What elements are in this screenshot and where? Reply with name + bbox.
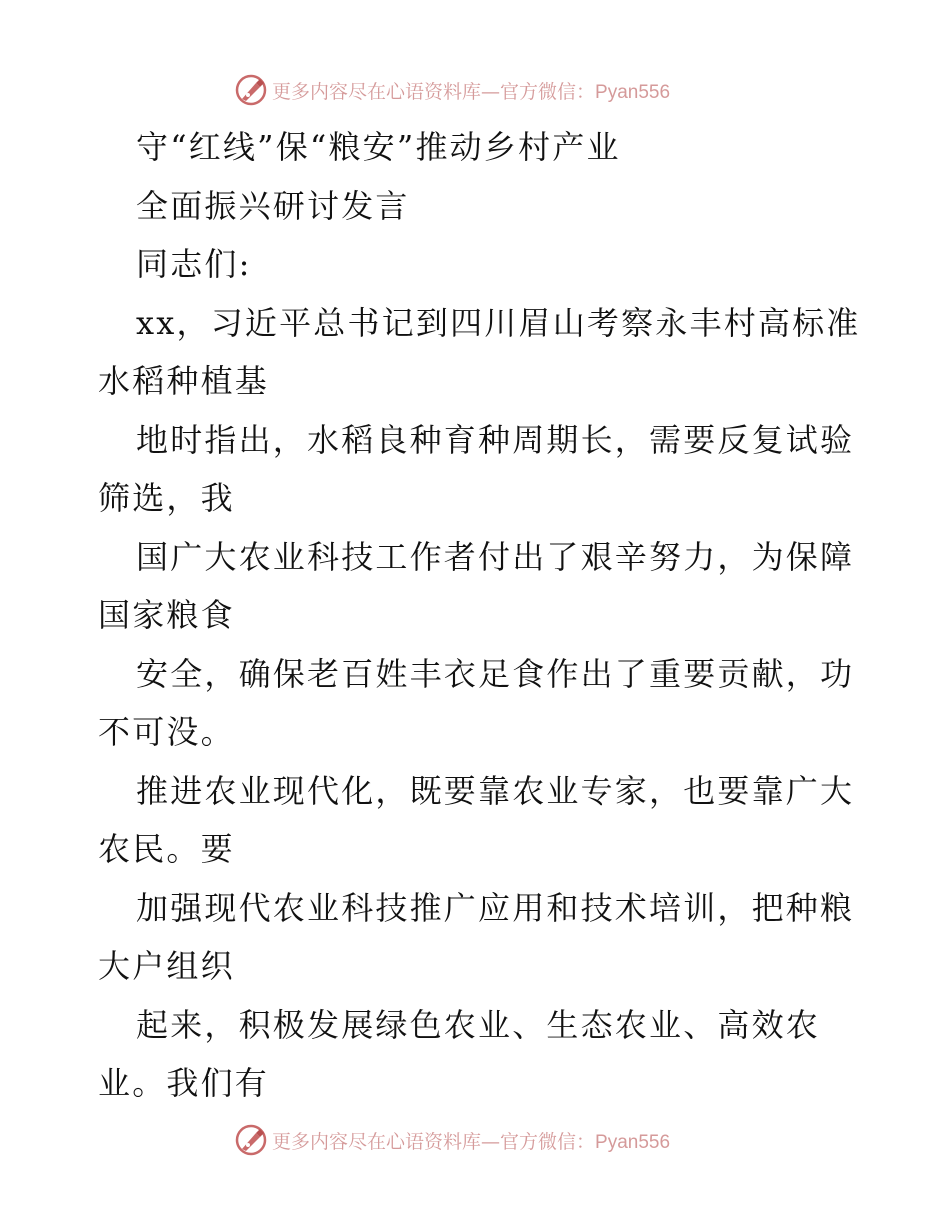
header-watermark <box>234 72 754 108</box>
pen-nib-seal-icon <box>234 1123 268 1157</box>
paragraph-line: 推进农业现代化，既要靠农业专家，也要靠广大 <box>136 771 855 810</box>
watermark-separator: — <box>481 1130 501 1153</box>
watermark-brand: 更多内容尽在心语资料库 <box>272 1130 482 1153</box>
pen-nib-seal-icon <box>234 73 268 107</box>
watermark-contact: 官方微信：Pyan556 <box>500 81 671 103</box>
salutation: 同志们: <box>136 245 252 283</box>
watermark-brand: 更多内容尽在心语资料库 <box>272 80 482 103</box>
paragraph-line: xx，习近平总书记到四川眉山考察永丰村高标准 <box>136 303 861 342</box>
paragraph-line: 不可没。 <box>98 713 235 751</box>
paragraph-line: 地时指出，水稻良种育种周期长，需要反复试验 <box>136 420 855 459</box>
paragraph-line: 安全，确保老百姓丰衣足食作出了重要贡献，功 <box>136 654 855 693</box>
paragraph-line: 水稻种植基 <box>98 362 270 400</box>
paragraph-line: 国广大农业科技工作者付出了艰辛努力，为保障 <box>136 537 855 576</box>
watermark-separator: — <box>481 80 501 103</box>
paragraph-line: 筛选，我 <box>98 479 235 517</box>
footer-watermark <box>234 1122 754 1158</box>
document-title-line-2: 全面振兴研讨发言 <box>136 186 410 225</box>
paragraph-line: 农民。要 <box>98 830 235 868</box>
paragraph-line: 起来，积极发展绿色农业、生态农业、高效农 <box>136 1005 821 1044</box>
paragraph-line: 国家粮食 <box>98 596 235 634</box>
paragraph-line: 业。我们有 <box>98 1064 270 1102</box>
paragraph-line: 大户组织 <box>98 947 235 985</box>
paragraph-line: 加强现代农业科技推广应用和技术培训，把种粮 <box>136 888 855 927</box>
watermark-contact: 官方微信：Pyan556 <box>500 1131 671 1153</box>
document-title-line-1: 守“红线”保“粮安”推动乡村产业 <box>136 128 621 166</box>
document-body <box>98 118 861 1113</box>
